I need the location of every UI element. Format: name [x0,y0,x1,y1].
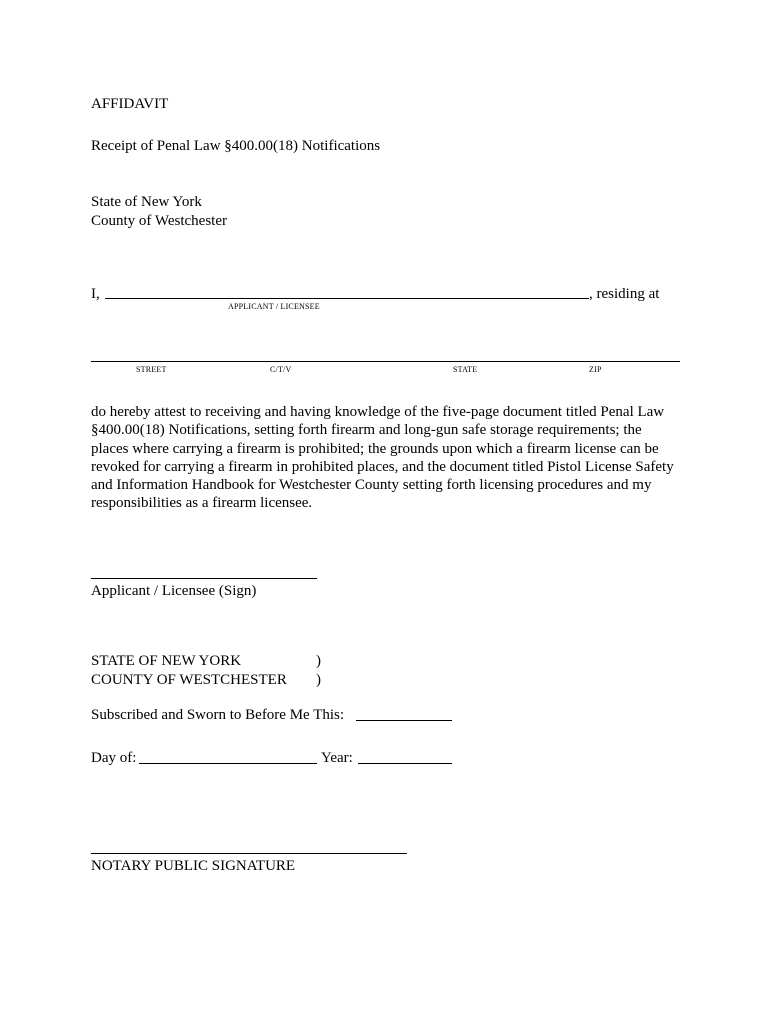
document-subtitle: Receipt of Penal Law §400.00(18) Notifications [91,138,381,154]
notary-venue-bracket-2: ) [316,672,321,688]
applicant-prefix: I, [91,286,100,302]
attestation-paragraph: do hereby attest to receiving and having knowledge of the five-page document titled Penal Law §400.00(18) Notifications, setting forth firearm and long-gun safe storage requirements; the places where carrying a firearm is prohibited; the grounds upon which a firearm license can be revoked for carrying a firearm in prohibited places, and the document titled Pistol License Safety and Information Handbook for Westchester County setting forth licensing procedures and my responsibilities as a firearm licensee. [91,404,674,512]
day-field[interactable] [139,763,317,764]
applicant-suffix: , residing at [589,286,660,302]
document-title: AFFIDAVIT [91,96,169,112]
zip-caption: ZIP [589,365,602,374]
venue-state: State of New York [91,194,202,210]
venue-county: County of Westchester [91,213,227,229]
applicant-signature-label: Applicant / Licensee (Sign) [91,583,257,599]
notary-venue-state: STATE OF NEW YORK [91,653,242,669]
year-field[interactable] [358,763,452,764]
subscribed-date-field[interactable] [356,720,452,721]
applicant-signature-field[interactable] [91,578,317,579]
applicant-name-field[interactable] [105,298,589,299]
applicant-caption: APPLICANT / LICENSEE [228,302,320,311]
year-label: Year: [321,750,353,766]
state-caption: STATE [453,365,478,374]
city-caption: C/T/V [270,365,292,374]
notary-venue-county: COUNTY OF WESTCHESTER [91,672,287,688]
day-label: Day of: [91,750,137,766]
notary-signature-label: NOTARY PUBLIC SIGNATURE [91,858,296,874]
street-caption: STREET [136,365,167,374]
address-field[interactable] [91,361,680,362]
notary-venue-bracket-1: ) [316,653,321,669]
subscribed-label: Subscribed and Sworn to Before Me This: [91,707,345,723]
notary-signature-field[interactable] [91,853,407,854]
